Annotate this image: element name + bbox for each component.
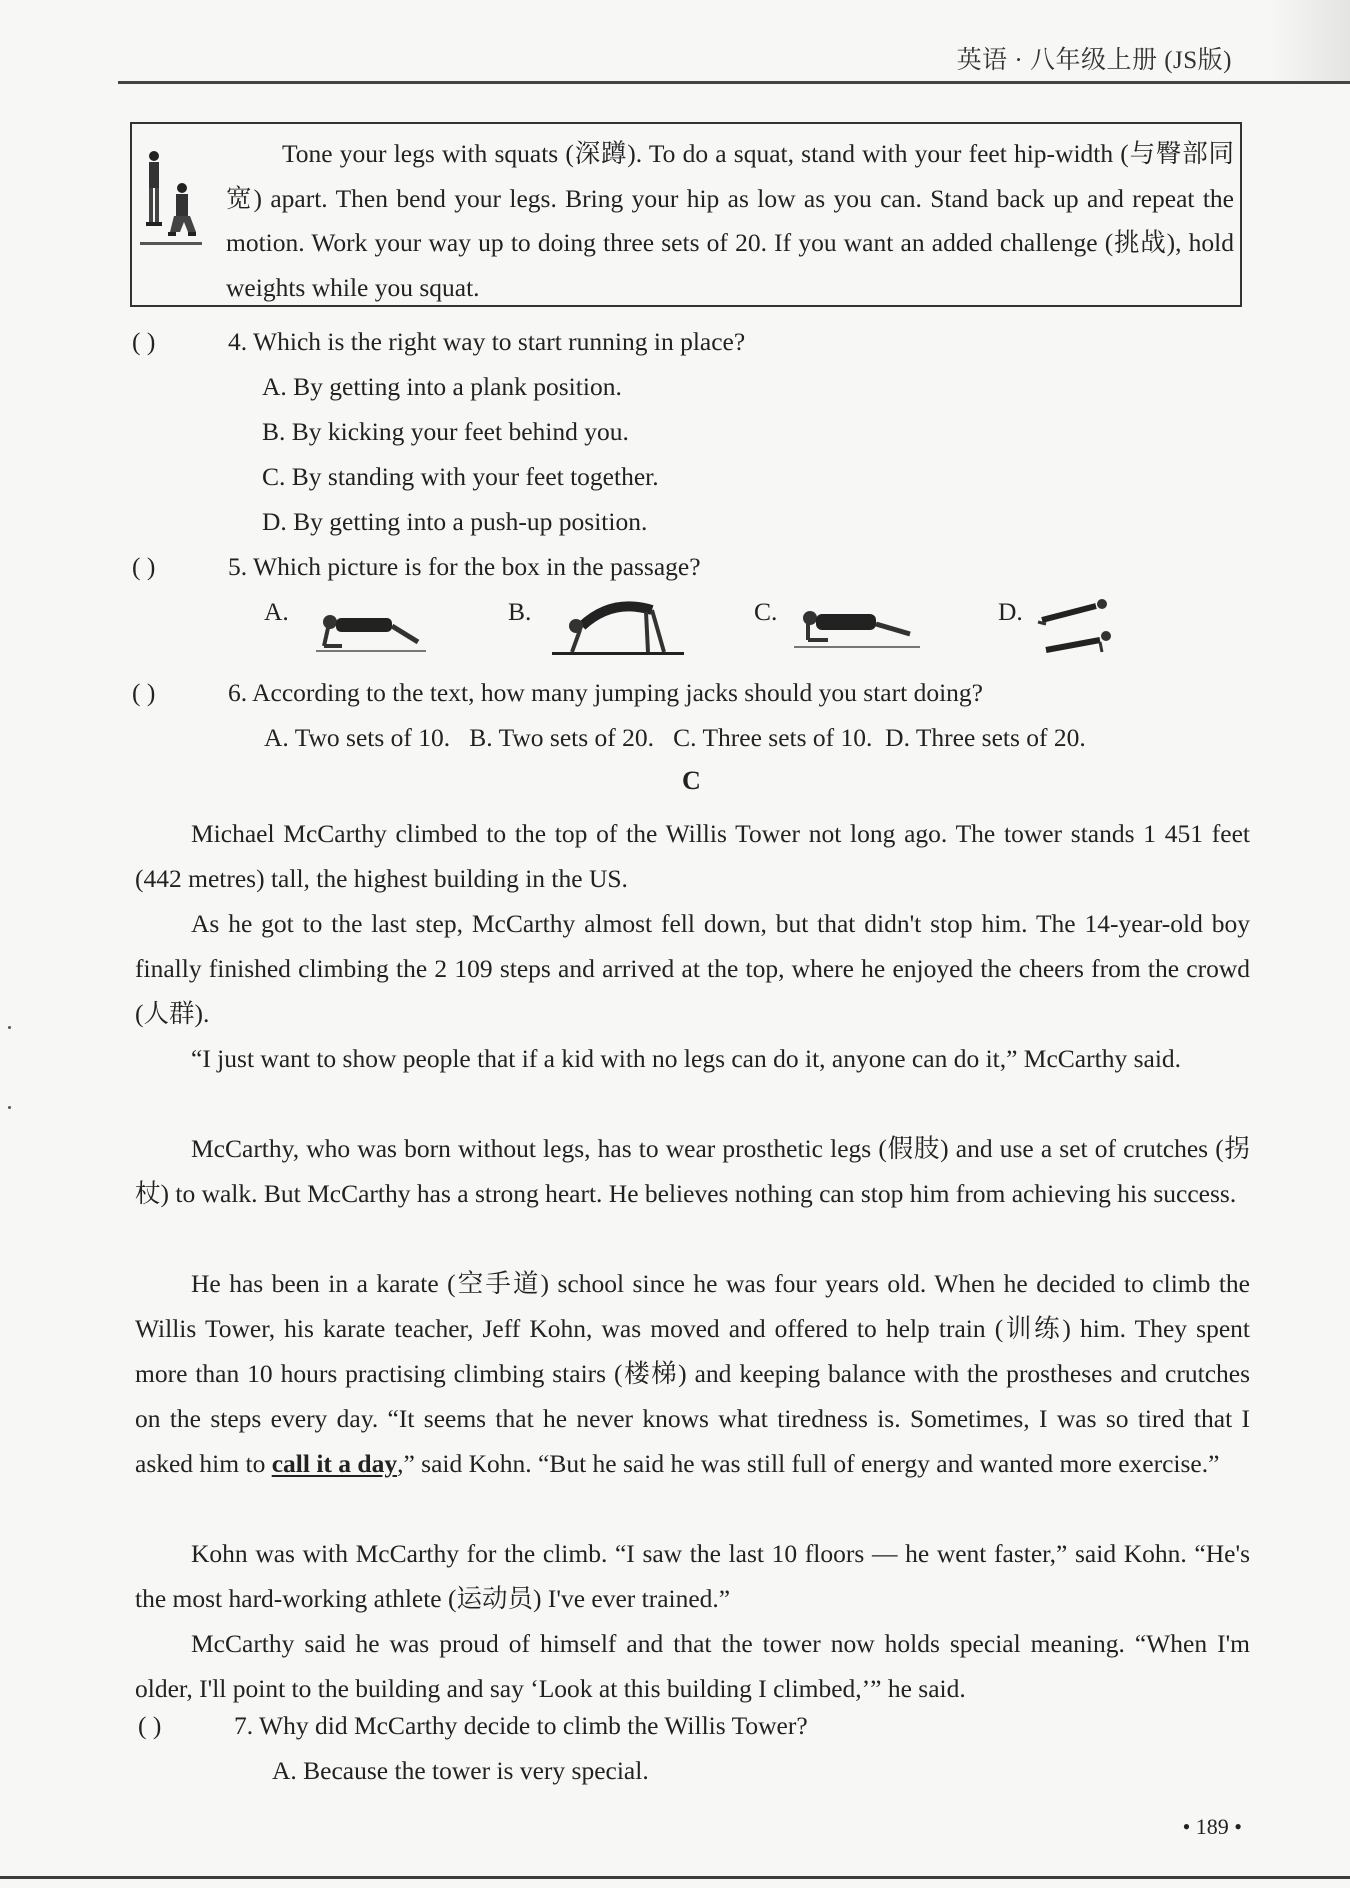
- passage-paragraph-3: [135, 1036, 1250, 1081]
- margin-speck: [8, 1106, 11, 1109]
- page-number: • 189 •: [1182, 1814, 1242, 1839]
- p3-text: “I just want to show people that if a kid with no legs can do it, anyone can do it,” McCarthy said.: [191, 1044, 1182, 1073]
- underlined-phrase: call it a day: [271, 1449, 398, 1478]
- q4-option-d: D. By getting into a push-up position.: [262, 507, 648, 536]
- p6-text: Kohn was with McCarthy for the climb. “I saw the last 10 floors — he went faster,” said Kohn. “He's the most hard-working athlete (运动员) I've ever trained.”: [135, 1539, 1250, 1613]
- passage-paragraph-2: [135, 901, 1250, 1036]
- bear-crawl-icon: [552, 596, 684, 658]
- passage-paragraph-5: [135, 1261, 1250, 1486]
- q7-option-a: A. Because the tower is very special.: [272, 1756, 649, 1785]
- q5-option-b: B.: [508, 597, 532, 626]
- passage-paragraph-6: [135, 1531, 1250, 1621]
- section-c-label: C: [682, 766, 701, 795]
- p5-text-a: He has been in a karate (空手道) school since he was four years old. When he decided to climb the Willis Tower, his karate teacher, Jeff Kohn, was moved and offered to help train (训练) him. They spent more than 10 hours practising climbing stairs (楼梯) and keeping balance with the prostheses and crutches on the steps every day. “It seems that he never knows what tiredness is. Sometimes, I was so tired that I asked him to: [135, 1269, 1250, 1478]
- header-rule: [118, 81, 1350, 84]
- bottom-edge-rule: [0, 1876, 1350, 1879]
- p5-text-c: ,” said Kohn. “But he said he was still full of energy and wanted more exercise.”: [397, 1449, 1220, 1478]
- squat-tip-text: [226, 132, 1234, 310]
- q7-stem: 7. Why did McCarthy decide to climb the Willis Tower?: [234, 1711, 808, 1740]
- page-header-title: 英语 · 八年级上册 (JS版): [956, 47, 1232, 74]
- plank-side-icon: [316, 606, 426, 660]
- passage-paragraph-4: [135, 1126, 1250, 1216]
- q7-answer-blank[interactable]: ( ): [138, 1711, 162, 1740]
- p2-text: As he got to the last step, McCarthy almost fell down, but that didn't stop him. The 14-year-old boy finally finished climbing the 2 109 steps and arrived at the top, where he enjoyed the cheers from the crowd (人群).: [135, 909, 1250, 1028]
- header-shade: [1270, 0, 1350, 84]
- q4-stem: 4. Which is the right way to start running in place?: [228, 327, 746, 356]
- margin-speck: [8, 1026, 11, 1029]
- q5-answer-blank[interactable]: ( ): [132, 552, 156, 581]
- q4-answer-blank[interactable]: ( ): [132, 327, 156, 356]
- squat-figure-icon: [140, 148, 202, 256]
- q4-option-a: A. By getting into a plank position.: [262, 372, 622, 401]
- q5-stem: 5. Which picture is for the box in the passage?: [228, 552, 701, 581]
- push-up-sequence-icon: [1036, 598, 1114, 658]
- forearm-plank-icon: [794, 604, 920, 656]
- q5-option-a: A.: [264, 597, 289, 626]
- q4-option-b: B. By kicking your feet behind you.: [262, 417, 629, 446]
- q5-option-c: C.: [754, 597, 778, 626]
- squat-tip-body: Tone your legs with squats (深蹲). To do a squat, stand with your feet hip-width (与臀部同宽) apart. Then bend your legs. Bring your hip as low as you can. Stand back up and repeat the motion. Work your way up to doing three sets of 20. If you want an added challenge (挑战), hold weights while you squat.: [226, 139, 1234, 302]
- q6-answer-blank[interactable]: ( ): [132, 678, 156, 707]
- q4-option-c: C. By standing with your feet together.: [262, 462, 659, 491]
- q6-stem: 6. According to the text, how many jumping jacks should you start doing?: [228, 678, 983, 707]
- q6-options: A. Two sets of 10. B. Two sets of 20. C. Three sets of 10. D. Three sets of 20.: [264, 723, 1086, 752]
- p7-text: McCarthy said he was proud of himself and that the tower now holds special meaning. “When I'm older, I'll point to the building and say ‘Look at this building I climbed,’” he said.: [135, 1629, 1250, 1703]
- p1-text: Michael McCarthy climbed to the top of the Willis Tower not long ago. The tower stands 1 451 feet (442 metres) tall, the highest building in the US.: [135, 819, 1250, 893]
- q5-option-d: D.: [998, 597, 1023, 626]
- passage-paragraph-1: [135, 811, 1250, 901]
- p4-text: McCarthy, who was born without legs, has to wear prosthetic legs (假肢) and use a set of crutches (拐杖) to walk. But McCarthy has a strong heart. He believes nothing can stop him from achieving his success.: [135, 1134, 1250, 1208]
- passage-paragraph-7: [135, 1621, 1250, 1711]
